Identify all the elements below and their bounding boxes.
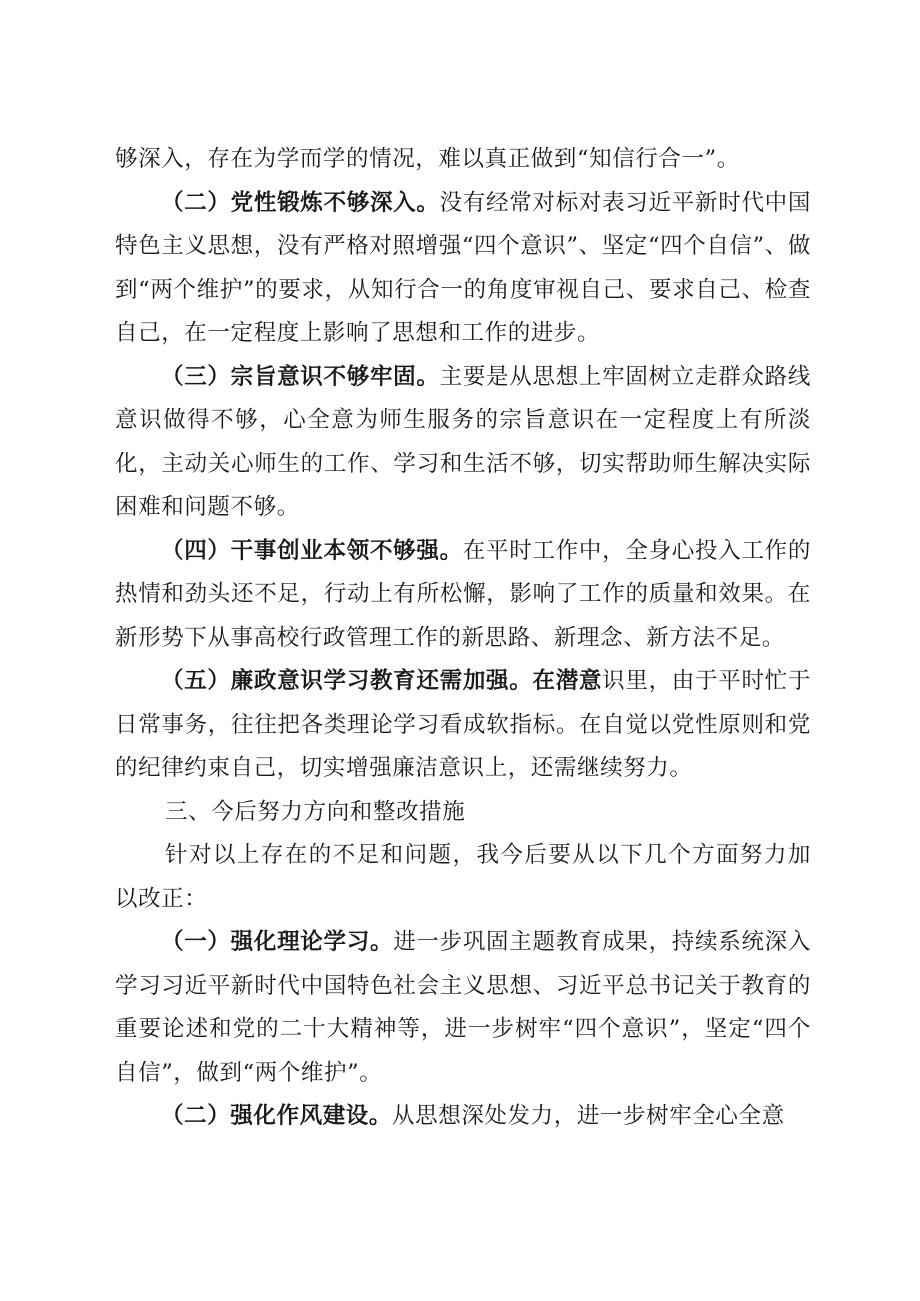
paragraph-text: 够深入，存在为学而学的情况，难以真正做到“知信行合一”。 <box>115 146 740 172</box>
paragraph-work-style <box>115 1095 811 1139</box>
paragraph-heading: （五）廉政意识学习教育还需加强。在潜意 <box>161 668 603 694</box>
paragraph-integrity <box>115 660 811 791</box>
document-page <box>115 138 811 1139</box>
paragraph-text: 识里，由于平时忙于日常事务，往往把各类理论学习看成软指标。在自觉以党性原则和党的纪律约束自己，切实增强廉洁意识上，还需继续努力。 <box>115 668 812 781</box>
paragraph-intro <box>115 834 811 921</box>
section-heading <box>115 791 811 835</box>
paragraph-heading: （一）强化理论学习。 <box>161 929 394 955</box>
paragraph-heading: （四）干事创业本领不够强。 <box>161 537 463 564</box>
section-heading-text: 三、今后努力方向和整改措施 <box>165 798 466 825</box>
paragraph-text: 从思想深处发力，进一步树牢全心全意 <box>392 1103 785 1129</box>
paragraph-theory-study <box>115 921 811 1095</box>
paragraph-text: 进一步巩固主题教育成果，持续系统深入学习习近平新时代中国特色社会主义思想、习近平总书记关于教育的重要论述和党的二十大精神等，进一步树牢“四个意识”，坚定“四个自信”，做到“两个维护”。 <box>115 929 811 1086</box>
paragraph-continuation <box>115 138 811 182</box>
paragraph-text: 主要是从思想上牢固树立走群众路线意识做得不够，心全意为师生服务的宗旨意识在一定程度上有所淡化，主动关心师生的工作、学习和生活不够，切实帮助师生解决实际困难和问题不够。 <box>115 363 811 520</box>
paragraph-heading: （三）宗旨意识不够牢固。 <box>161 363 440 390</box>
paragraph-text: 针对以上存在的不足和问题，我今后要从以下几个方面努力加以改正： <box>115 842 811 912</box>
paragraph-heading: （二）强化作风建设。 <box>161 1103 393 1129</box>
paragraph-party-spirit <box>115 182 811 356</box>
paragraph-text: 没有经常对标对表习近平新时代中国特色主义思想，没有严格对照增强“四个意识”、坚定“四个自信”、做到“两个维护”的要求，从知行合一的角度审视自己、要求自己、检查自己，在一定程度上影响了思想和工作的进步。 <box>115 189 811 346</box>
paragraph-heading: （二）党性锻炼不够深入。 <box>161 189 440 216</box>
paragraph-purpose-awareness <box>115 356 811 530</box>
paragraph-text: 在平时工作中，全身心投入工作的热情和劲头还不足，行动上有所松懈，影响了工作的质量和效果。在新形势下从事高校行政管理工作的新思路、新理念、新方法不足。 <box>115 537 811 651</box>
paragraph-work-ability <box>115 530 811 661</box>
